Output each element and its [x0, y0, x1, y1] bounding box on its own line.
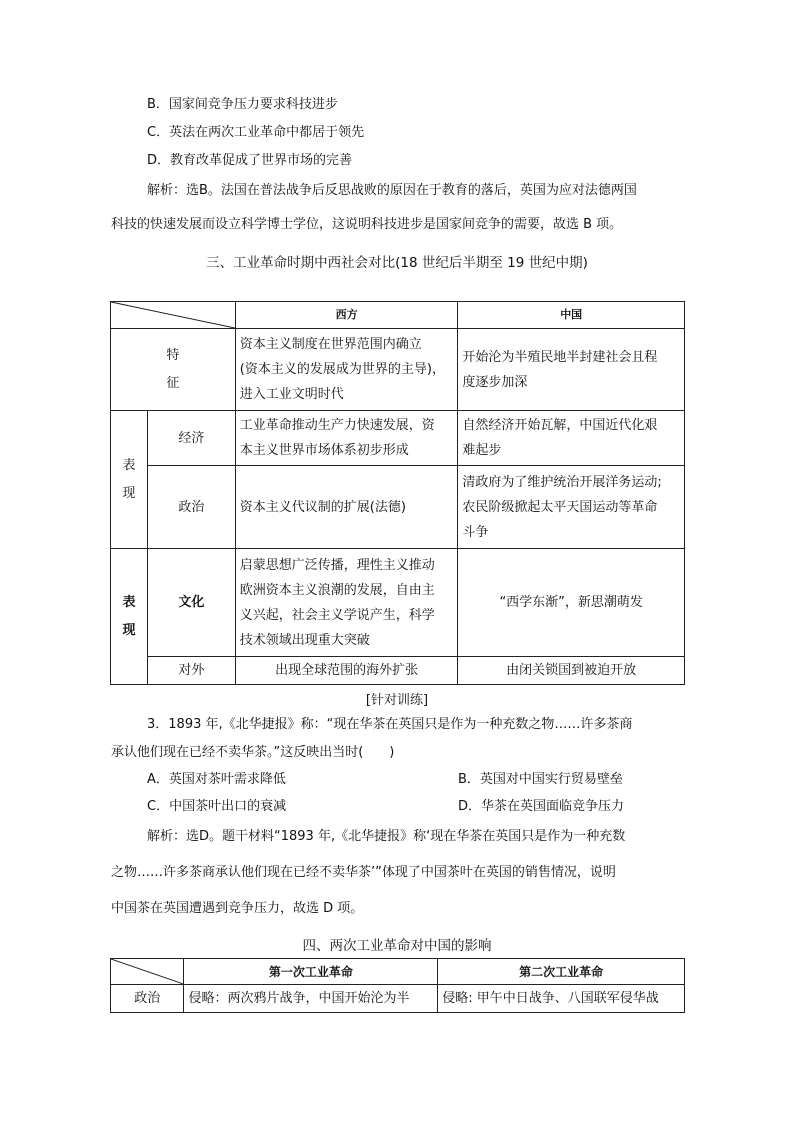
row-label-politics: 政治 — [147, 466, 235, 549]
cell-culture-china: “西学东渐”，新思潮萌发 — [458, 549, 685, 657]
row-label-feature: 特 征 — [111, 329, 236, 411]
q3-option-c: C．中国茶叶出口的衰减 — [147, 799, 287, 814]
q2-option-d: D．教育改革促成了世界市场的完善 — [147, 153, 353, 168]
q3-analysis-line: 解析：选D。题干材料“1893 年,《北华捷报》称‘现在华茶在英国只是作为一种充数 — [147, 829, 626, 844]
q2-analysis-line: 科技的快速发展而设立科学博士学位，这说明科技进步是国家间竞争的需要，故选 B 项。 — [111, 217, 623, 232]
diagonal-line — [111, 959, 183, 984]
section-title: 四、两次工业革命对中国的影响 — [302, 938, 492, 954]
cell-feature-west: 资本主义制度在世界范围内确立 (资本主义的发展成为世界的主导)， 进入工业文明时代 — [235, 329, 458, 411]
q3-stem-line: 3．1893 年,《北华捷报》称：“现在华茶在英国只是作为一种充数之物……许多茶商 — [147, 717, 633, 732]
row-label-foreign: 对外 — [147, 657, 235, 685]
cell-politics-china: 清政府为了维护统治开展洋务运动; 农民阶级掀起太平天国运动等革命 斗争 — [458, 466, 685, 549]
row-label-economy: 经济 — [147, 411, 235, 466]
row-label-culture: 文化 — [147, 549, 235, 657]
column-header-first: 第一次工业革命 — [184, 959, 438, 985]
impact-table — [110, 958, 685, 1013]
diagonal-line — [111, 302, 235, 328]
column-header-west: 西方 — [235, 302, 458, 329]
diagonal-header-cell — [111, 302, 236, 329]
cell-economy-west: 工业革命推动生产力快速发展，资 本主义世界市场体系初步形成 — [235, 411, 458, 466]
cell-foreign-china: 由闭关锁国到被迫开放 — [458, 657, 685, 685]
cell-politics-west: 资本主义代议制的扩展(法德) — [235, 466, 458, 549]
q2-analysis-line: 解析：选B。法国在普法战争后反思战败的原因在于教育的落后，英国为应对法德两国 — [147, 183, 637, 198]
cell-economy-china: 自然经济开始瓦解，中国近代化艰 难起步 — [458, 411, 685, 466]
row-group-label: 表 现 — [111, 411, 148, 549]
row-label-politics: 政治 — [111, 985, 184, 1013]
q3-option-a: A．英国对茶叶需求降低 — [147, 772, 286, 787]
q3-analysis-line: 之物……许多茶商承认他们现在已经不卖华茶’”体现了中国茶叶在英国的销售情况，说明 — [111, 865, 616, 880]
cell-foreign-west: 出现全球范围的海外扩张 — [235, 657, 458, 685]
comparison-table — [110, 301, 685, 685]
training-title: [针对训练] — [365, 693, 429, 708]
row-group-label: 表 现 — [111, 549, 148, 685]
cell-culture-west: 启蒙思想广泛传播，理性主义推动 欧洲资本主义浪潮的发展，自由主 义兴起，社会主义学说产生，科学 技术领域出现重大突破 — [235, 549, 458, 657]
cell-feature-china: 开始沦为半殖民地半封建社会且程 度逐步加深 — [458, 329, 685, 411]
cell-politics-second: 侵略: 甲午中日战争、八国联军侵华战 — [438, 985, 685, 1013]
q3-option-b: B．英国对中国实行贸易壁垒 — [458, 772, 623, 787]
q3-stem-line: 承认他们现在已经不卖华茶。”这反映出当时( ) — [111, 745, 395, 760]
diagonal-header-cell — [111, 959, 184, 985]
q2-option-b: B．国家间竞争压力要求科技进步 — [147, 97, 338, 112]
cell-politics-first: 侵略：两次鸦片战争，中国开始沦为半 — [184, 985, 438, 1013]
column-header-second: 第二次工业革命 — [438, 959, 685, 985]
q3-option-d: D．华茶在英国面临竞争压力 — [458, 799, 625, 814]
section-title: 三、工业革命时期中西社会对比(18 世纪后半期至 19 世纪中期) — [206, 255, 588, 271]
column-header-china: 中国 — [458, 302, 685, 329]
q3-analysis-line: 中国茶在英国遭遇到竞争压力，故选 D 项。 — [111, 901, 364, 916]
q2-option-c: C．英法在两次工业革命中都居于领先 — [147, 125, 365, 140]
